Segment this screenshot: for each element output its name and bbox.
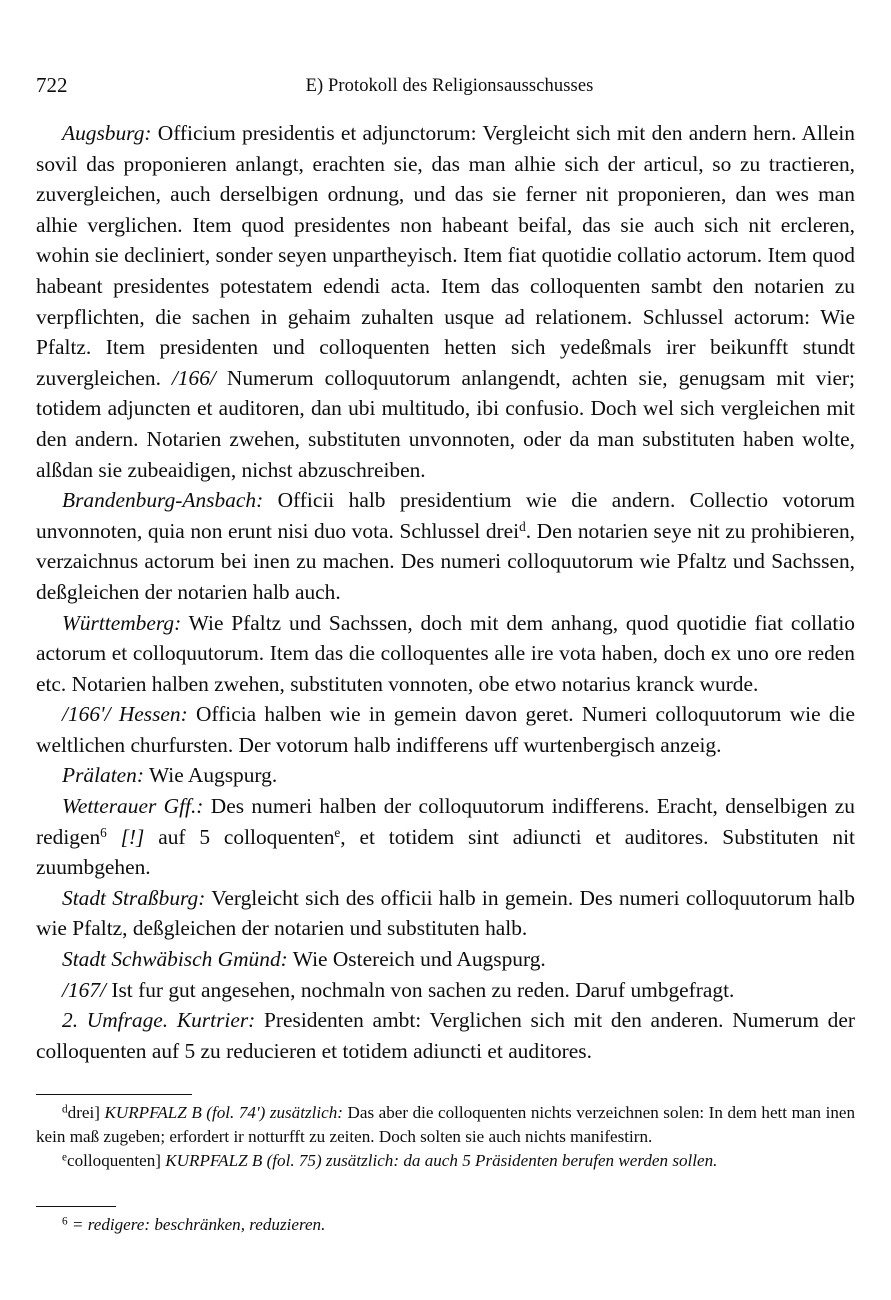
footnote-source-citation: KURPFALZ B (fol. 75) zusätzlich: da auch 5 Präsidenten berufen werden sollen.	[161, 1150, 718, 1170]
paragraph-text: Officii halb presidentium wie die andern. Collectio votorum unvonnoten, quia non erunt nisi duo vota. Schlussel drei	[36, 488, 855, 543]
speaker-lemma: 2. Umfrage. Kurtrier:	[62, 1008, 256, 1033]
numbered-note-separator-rule	[36, 1206, 116, 1207]
running-head	[36, 72, 855, 106]
page-content	[36, 0, 855, 1237]
lettered-notes-block	[36, 1101, 855, 1172]
speaker-lemma: Augsburg:	[62, 121, 152, 145]
speaker-lemma: Wetterauer Gff.:	[62, 794, 204, 819]
paragraph-wuerttemberg	[36, 608, 855, 700]
paragraph-text-continued: . Den notarien seye nit zu prohibieren, verzaichnus actorum bei inen zu machen. Des numeri colloquutorum wie Pfaltz und Sachssen, deßgleichen der notarien halb auch.	[36, 518, 855, 604]
paragraph-stadt-strassburg	[36, 883, 855, 944]
footnote-lemma: colloquenten]	[67, 1150, 161, 1170]
paragraph-text: Presidenten ambt: Verglichen sich mit den anderen. Numerum der colloquenten auf 5 zu reducieren et totidem adiuncti et auditores.	[36, 1008, 855, 1063]
footnote-d	[36, 1101, 855, 1148]
footnote-separator-rule	[36, 1094, 192, 1095]
paragraph-text: Wie Augspurg.	[143, 763, 278, 788]
speaker-lemma: Hessen:	[118, 702, 188, 727]
paragraph-text: Officium presidentis et adjunctorum: Vergleicht sich mit den andern hern. Allein sovil das proponieren anlangt, erachten sie, das man alhie sich der articul, so zu tractieren, zuvergleichen, auch derselbigen ordnung, und das sie ferner nit proponieren, dan wes man alhie verglichen. Item quod presidentes non habeant beifal, das sie auch sich nit ercleren, wohin sie decliniert, sonder seyen unpartheyisch. Item fiat quotidie collatio actorum. Item quod habeant presidentes potestatem edendi acta. Item das colloquenten sambt den notarien zu verpflichten, die sachen in gehaim zuhalten usque ad relationem. Schlussel actorum: Wie Pfaltz. Item presidenten und colloquenten hetten sich yedeßmals irer beikunfft stundt zuvergleichen.	[36, 121, 855, 390]
footnote-marker-e[interactable]: e	[334, 824, 341, 840]
footnote-marker-6[interactable]: 6	[100, 824, 107, 840]
body-text	[36, 118, 855, 1066]
footnote-e	[36, 1149, 855, 1173]
paragraph-text: Ist fur gut angesehen, nochmaln von sachen zu reden. Daruf umbgefragt.	[105, 977, 735, 1002]
paragraph-text: Wie Pfaltz und Sachssen, doch mit dem anhang, quod quotidie fiat collatio actorum et colloquutorum. Item das die colloquentes alle ire vota haben, doch ex uno ore reden etc. Notarien halben zwehen, substituten vonnoten, obe etwo notarius kranck wurde.	[36, 610, 855, 696]
speaker-lemma: Stadt Schwäbisch Gmünd:	[62, 947, 288, 972]
footnote-marker-d[interactable]: d	[519, 518, 526, 534]
footnote-marker-label: e	[62, 1150, 68, 1163]
paragraph-text: Vergleicht sich des officii halb in gemein. Des numeri colloquutorum halb wie Pfaltz, deßgleichen der notarien und substituten halb.	[36, 885, 855, 941]
paragraph-zweite-umfrage-kurtrier	[36, 1005, 855, 1066]
speaker-lemma: Prälaten:	[62, 763, 144, 788]
page-number: 722	[36, 73, 68, 97]
paragraph-text-continued: , et totidem sint adiuncti et auditores. Substituten nit zuumbgehen.	[36, 824, 855, 880]
footnote-marker-label: 6	[62, 1215, 68, 1228]
paragraph-text-middle: auf 5 colloquenten	[144, 824, 335, 849]
paragraph-folio-167	[36, 975, 855, 1006]
paragraph-wetterauer-gff	[36, 791, 855, 883]
paragraph-praelaten	[36, 760, 855, 791]
paragraph-text: Des numeri halben der colloquutorum indifferens. Eracht, denselbigen zu redigen	[36, 794, 855, 849]
paragraph-stadt-schwaebisch-gmuend	[36, 944, 855, 975]
numbered-notes-section	[36, 1206, 855, 1237]
folio-mark-lead: /167/	[62, 977, 106, 1002]
paragraph-augsburg	[36, 118, 855, 485]
footnote-lemma: drei]	[67, 1103, 100, 1123]
paragraph-hessen	[36, 699, 855, 760]
paragraph-text-continued: Numerum colloquutorum anlangendt, achten sie, genugsam mit vier; totidem adjuncten et auditoren, dan ubi multitudo, ibi confusio. Doch wel sich vergleichen mit den andern. Notarien zwehen, substituten unvonnoten, oder da man substituten haben wolte, alßdan sie zubeaidigen, nichst abzuschreiben.	[36, 365, 855, 482]
paragraph-text: Wie Ostereich und Augspurg.	[287, 947, 546, 972]
speaker-lemma: Stadt Straßburg:	[62, 885, 206, 910]
speaker-lemma: Württemberg:	[62, 610, 182, 635]
running-title: E) Protokoll des Religionsausschusses	[305, 76, 594, 96]
footnote-6	[36, 1213, 855, 1237]
folio-mark-inline: /166/	[171, 365, 216, 390]
footnote-apparatus	[36, 1094, 855, 1236]
speaker-lemma: Brandenburg-Ansbach:	[62, 488, 264, 513]
paragraph-brandenburg-ansbach	[36, 485, 855, 607]
editorial-sic-mark: [!]	[120, 824, 145, 849]
folio-mark-lead: /166'/	[62, 702, 111, 727]
paragraph-text: Officia halben wie in gemein davon geret. Numeri colloquutorum wie die weltlichen churfursten. Der votorum halb indifferens uff wurtenbergisch anzeig.	[36, 702, 855, 757]
footnote-text: Das aber die colloquenten nichts verzeichnen solen: In dem hett man inen kein maß zugeben; erfordert ir notturfft zu zeiten. Doch solten sie auch nichts manifestirn.	[36, 1103, 855, 1146]
footnote-source-citation: KURPFALZ B (fol. 74') zusätzlich:	[99, 1103, 343, 1123]
footnote-marker-label: d	[62, 1103, 68, 1116]
footnote-text: = redigere: beschränken, reduzieren.	[67, 1215, 326, 1235]
